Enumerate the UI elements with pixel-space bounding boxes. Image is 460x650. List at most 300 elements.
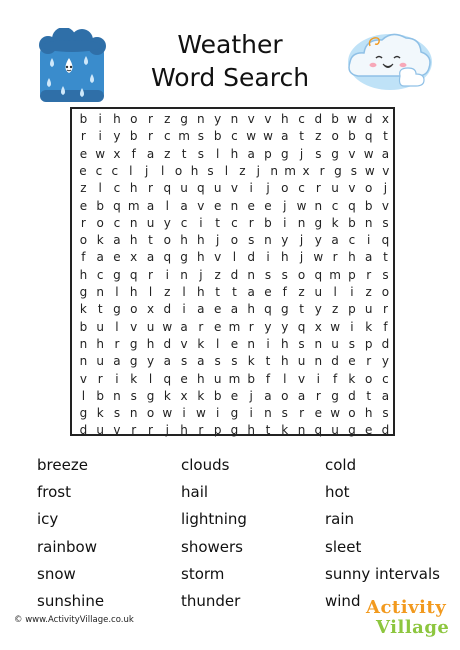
smiling-cloud-icon xyxy=(342,28,434,94)
grid-letter: v xyxy=(348,146,356,161)
word-list-item: snow xyxy=(37,564,76,583)
grid-letter: z xyxy=(164,285,171,299)
grid-letter: z xyxy=(298,285,305,299)
grid-letter: q xyxy=(163,371,172,386)
grid-letter: g xyxy=(280,302,289,317)
title-line-2: Word Search xyxy=(150,63,310,92)
grid-letter: m xyxy=(228,319,241,334)
grid-letter: u xyxy=(213,371,222,386)
grid-letter: n xyxy=(264,233,272,248)
grid-letter: i xyxy=(316,371,320,386)
grid-letter: l xyxy=(224,163,229,178)
grid-letter: i xyxy=(350,319,354,334)
grid-letter: h xyxy=(197,371,205,386)
grid-letter: v xyxy=(297,371,306,386)
grid-letter: b xyxy=(213,129,222,144)
grid-letter: h xyxy=(247,423,255,438)
word-list-item: frost xyxy=(37,483,71,502)
grid-letter: g xyxy=(146,388,155,403)
grid-letter: q xyxy=(163,250,172,265)
grid-letter: s xyxy=(382,406,389,421)
grid-letter: n xyxy=(180,267,188,282)
grid-letter: b xyxy=(331,112,339,126)
grid-letter: n xyxy=(314,336,323,351)
grid-letter: z xyxy=(331,302,339,317)
word-list-item: thunder xyxy=(181,592,241,610)
grid-letter: n xyxy=(79,336,88,351)
grid-letter: t xyxy=(215,215,220,230)
word-list-item: clouds xyxy=(181,456,230,474)
grid-letter: i xyxy=(98,112,102,126)
grid-letter: i xyxy=(115,371,119,386)
grid-letter: n xyxy=(113,388,121,403)
grid-letter: m xyxy=(329,267,341,282)
logo-text-activity: Activity xyxy=(366,597,447,618)
grid-letter: v xyxy=(79,371,87,386)
grid-letter: a xyxy=(297,388,306,403)
grid-letter: e xyxy=(230,388,239,403)
grid-letter: v xyxy=(113,423,121,438)
grid-letter: g xyxy=(79,285,88,299)
grid-letter: p xyxy=(264,146,272,161)
grid-letter: m xyxy=(284,163,296,178)
grid-letter: c xyxy=(111,163,119,178)
grid-letter: n xyxy=(314,198,323,213)
grid-letter: e xyxy=(230,336,239,351)
grid-letter: x xyxy=(180,388,188,403)
grid-letter: i xyxy=(182,406,186,421)
grid-letter: p xyxy=(364,336,373,351)
grid-letter: i xyxy=(215,406,220,421)
grid-letter: c xyxy=(96,267,104,282)
grid-letter: u xyxy=(331,423,339,438)
grid-letter: i xyxy=(199,215,203,230)
grid-letter: a xyxy=(113,233,121,248)
grid-letter: q xyxy=(297,319,306,334)
grid-letter: b xyxy=(213,388,222,403)
grid-letter: o xyxy=(381,285,390,299)
grid-letter: u xyxy=(96,423,104,438)
grid-letter: l xyxy=(215,146,220,161)
grid-letter: v xyxy=(247,112,255,126)
grid-letter: u xyxy=(364,302,373,317)
grid-letter: b xyxy=(348,129,356,144)
title-line-1: Weather xyxy=(177,30,283,59)
grid-letter: h xyxy=(79,267,88,282)
grid-letter: h xyxy=(197,233,205,248)
grid-letter: s xyxy=(197,146,204,161)
grid-letter: o xyxy=(146,406,155,421)
word-list-item: hail xyxy=(181,483,209,502)
grid-letter: q xyxy=(264,302,272,317)
grid-letter: h xyxy=(197,250,205,265)
grid-letter: v xyxy=(180,336,188,351)
grid-letter: u xyxy=(146,319,155,334)
grid-letter: n xyxy=(129,406,138,421)
grid-letter: n xyxy=(79,354,88,369)
grid-letter: h xyxy=(129,233,138,248)
grid-letter: s xyxy=(231,354,238,369)
grid-letter: r xyxy=(332,250,338,265)
grid-letter: e xyxy=(364,423,373,438)
grid-letter: b xyxy=(348,215,356,230)
grid-letter: s xyxy=(214,354,221,369)
grid-row xyxy=(75,335,396,354)
grid-letter: z xyxy=(239,163,246,178)
grid-letter: x xyxy=(314,319,322,334)
grid-letter: h xyxy=(180,233,188,248)
grid-letter: u xyxy=(96,319,104,334)
grid-letter: n xyxy=(314,354,323,369)
grid-letter: l xyxy=(232,250,237,265)
word-list-item: cold xyxy=(325,456,357,474)
grid-letter: g xyxy=(230,406,239,421)
grid-letter: l xyxy=(81,388,86,403)
grid-letter: a xyxy=(197,302,205,317)
grid-letter: w xyxy=(162,319,173,334)
grid-letter: f xyxy=(265,371,271,386)
grid-row xyxy=(75,110,396,129)
grid-letter: k xyxy=(197,388,205,403)
grid-letter: s xyxy=(113,406,121,421)
grid-letter: m xyxy=(178,129,190,144)
grid-letter: l xyxy=(148,371,153,386)
grid-letter: a xyxy=(146,198,155,213)
word-list-item: rainbow xyxy=(37,537,97,556)
grid-letter: l xyxy=(129,163,133,178)
grid-row xyxy=(75,318,396,337)
grid-letter: o xyxy=(348,406,356,421)
grid-letter: u xyxy=(146,215,155,230)
grid-letter: x xyxy=(146,302,155,317)
grid-letter: l xyxy=(182,285,186,299)
grid-letter: j xyxy=(249,388,253,403)
grid-letter: s xyxy=(348,336,356,351)
grid-letter: w xyxy=(364,163,375,178)
grid-row xyxy=(75,352,396,371)
grid-letter: v xyxy=(348,181,356,196)
grid-letter: n xyxy=(96,285,104,299)
grid-letter: c xyxy=(113,215,121,230)
grid-letter: g xyxy=(280,146,289,161)
grid-letter: e xyxy=(79,163,87,178)
grid-letter: k xyxy=(281,423,289,438)
grid-letter: d xyxy=(364,112,373,126)
grid-letter: g xyxy=(314,215,323,230)
grid-letter: z xyxy=(80,181,87,196)
grid-letter: v xyxy=(230,181,238,196)
grid-row xyxy=(75,404,396,423)
grid-letter: q xyxy=(348,198,356,213)
grid-letter: k xyxy=(365,319,373,334)
grid-letter: h xyxy=(280,336,289,351)
grid-letter: s xyxy=(197,129,204,144)
grid-letter: y xyxy=(264,319,272,334)
grid-letter: g xyxy=(113,267,121,282)
grid-letter: n xyxy=(364,215,373,230)
grid-letter: y xyxy=(314,233,322,248)
grid-letter: o xyxy=(174,163,183,178)
grid-letter: t xyxy=(181,146,187,161)
grid-letter: r xyxy=(198,423,204,438)
grid-letter: h xyxy=(197,285,205,299)
grid-letter: l xyxy=(165,198,169,213)
grid-letter: t xyxy=(383,129,388,144)
grid-letter: t xyxy=(265,423,271,438)
grid-letter: p xyxy=(348,267,356,282)
grid-letter: b xyxy=(79,112,88,126)
grid-letter: t xyxy=(97,302,103,317)
grid-letter: i xyxy=(266,336,270,351)
grid-letter: u xyxy=(331,336,339,351)
grid-letter: s xyxy=(207,163,214,178)
grid-row xyxy=(75,421,396,440)
grid-letter: r xyxy=(299,406,305,421)
grid-letter: k xyxy=(247,354,255,369)
grid-letter: s xyxy=(281,406,288,421)
grid-letter: s xyxy=(382,267,389,282)
grid-row xyxy=(75,197,396,216)
word-list-item: breeze xyxy=(37,456,88,474)
grid-letter: y xyxy=(146,354,155,369)
grid-letter: g xyxy=(113,302,121,317)
grid-letter: r xyxy=(80,129,86,144)
grid-letter: h xyxy=(280,112,289,126)
grid-letter: n xyxy=(230,112,239,126)
word-list-item: sunny intervals xyxy=(325,564,440,583)
grid-letter: t xyxy=(215,285,220,299)
grid-letter: m xyxy=(127,198,140,213)
grid-letter: w xyxy=(246,129,257,144)
grid-row xyxy=(75,283,396,302)
grid-letter: e xyxy=(180,371,188,386)
grid-letter: c xyxy=(231,129,238,144)
grid-letter: z xyxy=(164,146,171,161)
grid-letter: r xyxy=(114,336,120,351)
grid-letter: r xyxy=(148,423,153,438)
grid-letter: s xyxy=(248,233,255,248)
grid-letter: f xyxy=(332,371,338,386)
word-search-grid xyxy=(70,107,395,436)
word-list-item: lightning xyxy=(181,510,247,529)
grid-letter: v xyxy=(264,112,272,126)
grid-letter: t xyxy=(366,388,372,403)
grid-letter: g xyxy=(331,146,339,161)
grid-letter: j xyxy=(299,250,304,265)
grid-letter: d xyxy=(163,302,172,317)
grid-letter: y xyxy=(113,129,121,144)
grid-letter: h xyxy=(280,354,289,369)
grid-letter: n xyxy=(264,406,272,421)
grid-letter: j xyxy=(383,181,388,196)
grid-row xyxy=(75,387,396,406)
word-list-item: wind xyxy=(325,592,361,610)
grid-letter: k xyxy=(197,336,205,351)
grid-letter: r xyxy=(148,129,153,144)
grid-letter: r xyxy=(248,319,254,334)
grid-letter: a xyxy=(381,146,390,161)
grid-letter: o xyxy=(230,233,239,248)
grid-letter: g xyxy=(334,163,342,178)
grid-letter: n xyxy=(247,336,255,351)
grid-letter: x xyxy=(381,112,389,126)
grid-letter: a xyxy=(180,198,188,213)
grid-letter: b xyxy=(96,388,104,403)
word-list-item: storm xyxy=(181,564,225,583)
grid-letter: c xyxy=(331,198,339,213)
grid-letter: n xyxy=(297,215,306,230)
grid-letter: y xyxy=(314,302,322,317)
grid-letter: i xyxy=(182,302,186,317)
grid-letter: a xyxy=(197,354,205,369)
grid-letter: k xyxy=(130,371,138,386)
grid-letter: c xyxy=(298,112,305,126)
word-list-item: rain xyxy=(325,510,355,529)
grid-letter: o xyxy=(365,181,373,196)
grid-letter: g xyxy=(129,336,138,351)
grid-letter: g xyxy=(230,423,239,438)
grid-letter: i xyxy=(165,267,169,282)
grid-letter: j xyxy=(266,181,270,196)
grid-letter: h xyxy=(146,336,155,351)
grid-letter: j xyxy=(299,233,304,248)
grid-letter: r xyxy=(97,371,103,386)
grid-letter: w xyxy=(195,406,206,421)
grid-letter: l xyxy=(148,285,153,299)
grid-letter: o xyxy=(297,267,306,282)
grid-letter: x xyxy=(130,250,138,265)
grid-row xyxy=(75,248,396,267)
grid-letter: e xyxy=(213,198,222,213)
grid-letter: s xyxy=(130,388,137,403)
grid-letter: e xyxy=(247,198,255,213)
grid-letter: a xyxy=(113,354,121,369)
grid-letter: j xyxy=(145,163,149,178)
grid-letter: u xyxy=(331,181,339,196)
grid-letter: h xyxy=(129,285,138,299)
grid-letter: i xyxy=(350,285,354,299)
grid-letter: w xyxy=(346,112,357,126)
grid-letter: g xyxy=(348,423,356,438)
grid-letter: u xyxy=(180,181,188,196)
grid-letter: a xyxy=(247,285,255,299)
grid-letter: d xyxy=(314,112,323,126)
grid-letter: q xyxy=(129,267,138,282)
grid-letter: w xyxy=(363,146,374,161)
grid-letter: s xyxy=(382,215,389,230)
grid-letter: r xyxy=(319,163,325,178)
grid-letter: b xyxy=(79,319,88,334)
grid-letter: e xyxy=(348,354,356,369)
activity-village-logo xyxy=(364,597,450,644)
grid-letter: r xyxy=(148,267,153,282)
grid-letter: l xyxy=(160,163,165,178)
grid-letter: l xyxy=(115,285,119,299)
grid-letter: g xyxy=(180,250,188,265)
grid-letter: o xyxy=(281,181,289,196)
grid-letter: i xyxy=(249,181,253,196)
grid-letter: c xyxy=(382,371,389,386)
grid-letter: r xyxy=(382,302,388,317)
grid-letter: a xyxy=(281,129,289,144)
word-list-item: hot xyxy=(325,483,350,502)
grid-letter: e xyxy=(264,198,272,213)
grid-letter: s xyxy=(180,354,188,369)
grid-letter: n xyxy=(297,423,306,438)
grid-letter: l xyxy=(115,319,119,334)
grid-letter: f xyxy=(131,146,136,161)
grid-letter: f xyxy=(383,319,388,334)
grid-letter: r xyxy=(248,215,254,230)
footer-url: © www.ActivityVillage.co.uk xyxy=(14,615,134,625)
grid-letter: b xyxy=(96,198,104,213)
grid-letter: l xyxy=(333,285,337,299)
grid-letter: j xyxy=(215,233,220,248)
grid-letter: g xyxy=(331,388,339,403)
grid-letter: s xyxy=(350,163,358,178)
grid-letter: q xyxy=(113,198,121,213)
grid-letter: o xyxy=(163,233,171,248)
grid-letter: k xyxy=(96,233,104,248)
grid-letter: t xyxy=(299,302,304,317)
grid-letter: o xyxy=(281,388,289,403)
word-list-item: icy xyxy=(37,510,59,529)
grid-letter: q xyxy=(197,181,205,196)
grid-letter: h xyxy=(190,163,199,178)
grid-letter: e xyxy=(79,198,88,213)
grid-letter: c xyxy=(231,215,238,230)
grid-letter: c xyxy=(163,129,171,144)
grid-letter: k xyxy=(163,388,171,403)
grid-letter: r xyxy=(315,181,321,196)
grid-row xyxy=(75,266,396,285)
grid-letter: w xyxy=(95,146,106,161)
grid-letter: g xyxy=(79,406,88,421)
grid-letter: b xyxy=(264,215,272,230)
grid-letter: v xyxy=(382,163,390,178)
grid-letter: o xyxy=(130,302,138,317)
rain-cloud-icon xyxy=(36,28,108,106)
grid-letter: j xyxy=(199,267,203,282)
grid-letter: y xyxy=(381,354,389,369)
grid-letter: a xyxy=(247,146,255,161)
grid-letter: d xyxy=(79,423,88,438)
word-list-item: sleet xyxy=(325,537,362,556)
grid-letter: x xyxy=(113,146,121,161)
grid-letter: c xyxy=(298,181,305,196)
grid-letter: m xyxy=(228,371,241,386)
grid-letter: d xyxy=(230,267,239,282)
grid-row xyxy=(75,300,396,319)
grid-letter: k xyxy=(96,406,104,421)
grid-letter: r xyxy=(366,267,372,282)
grid-letter: c xyxy=(348,233,356,248)
grid-letter: a xyxy=(180,319,188,334)
word-list-item: showers xyxy=(181,537,243,556)
grid-letter: n xyxy=(270,163,279,178)
grid-letter: d xyxy=(381,336,390,351)
grid-letter: t xyxy=(265,354,271,369)
grid-letter: h xyxy=(280,250,289,265)
grid-letter: h xyxy=(129,181,138,196)
grid-letter: g xyxy=(180,112,188,126)
grid-letter: v xyxy=(197,198,205,213)
grid-letter: p xyxy=(213,423,222,438)
grid-letter: e xyxy=(213,319,222,334)
grid-letter: q xyxy=(314,267,323,282)
grid-letter: s xyxy=(298,336,305,351)
grid-letter: q xyxy=(381,233,390,248)
